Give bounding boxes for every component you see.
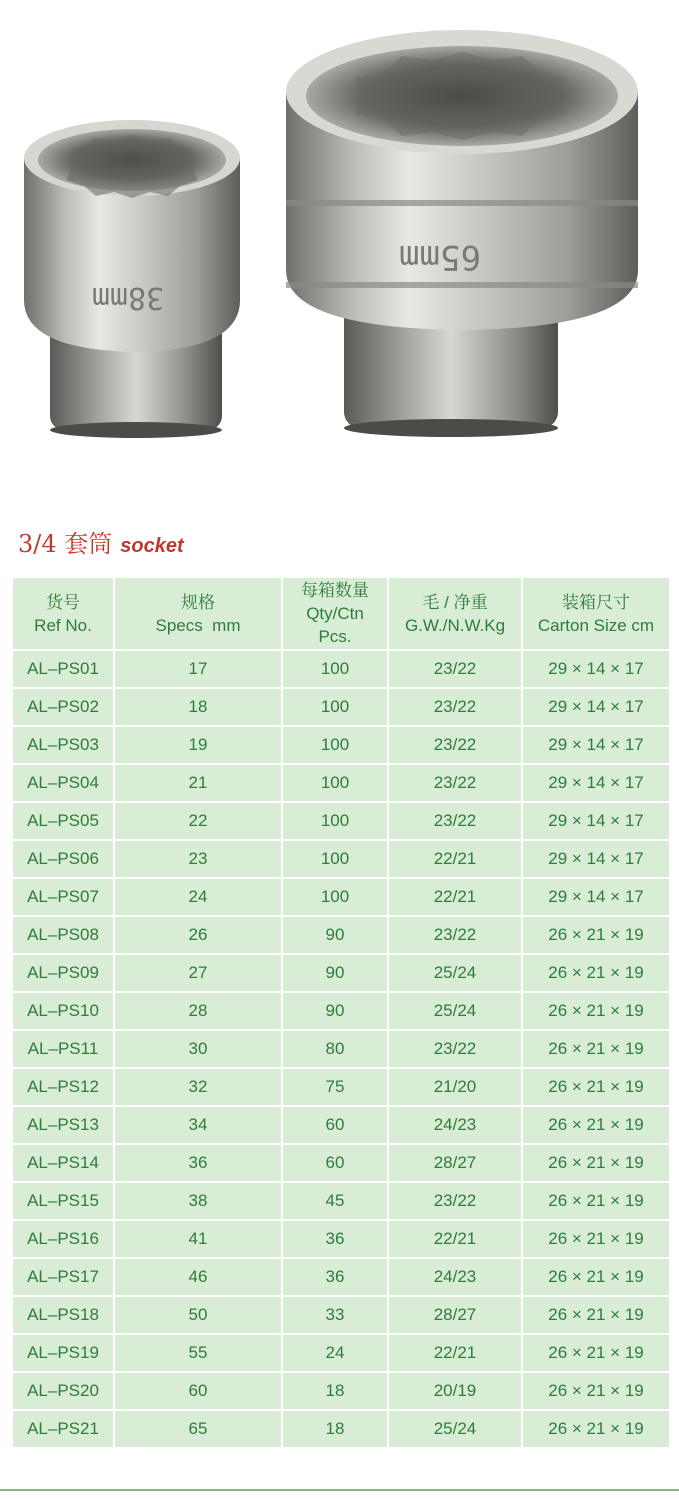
- cell-qty: 100: [283, 841, 387, 877]
- cell-specs: 23: [115, 841, 281, 877]
- table-row: [13, 1183, 669, 1219]
- product-photo: [0, 0, 679, 500]
- cell-weight: 23/22: [389, 1183, 521, 1219]
- table-row: [13, 727, 669, 763]
- cell-ref-no: AL–PS20: [13, 1373, 113, 1409]
- cell-qty: 60: [283, 1145, 387, 1181]
- cell-carton: 26 × 21 × 19: [523, 1335, 669, 1371]
- table-row: [13, 1031, 669, 1067]
- table-row: [13, 1335, 669, 1371]
- cell-qty: 90: [283, 955, 387, 991]
- table-row: [13, 1259, 669, 1295]
- cell-ref-no: AL–PS17: [13, 1259, 113, 1295]
- cell-specs: 41: [115, 1221, 281, 1257]
- cell-carton: 29 × 14 × 17: [523, 841, 669, 877]
- cell-specs: 19: [115, 727, 281, 763]
- cell-qty: 18: [283, 1373, 387, 1409]
- header-carton: 装箱尺寸 Carton Size cm: [523, 578, 669, 649]
- table-row: [13, 651, 669, 687]
- cell-carton: 26 × 21 × 19: [523, 1145, 669, 1181]
- cell-ref-no: AL–PS08: [13, 917, 113, 953]
- table-row: [13, 689, 669, 725]
- cell-qty: 18: [283, 1411, 387, 1447]
- cell-qty: 33: [283, 1297, 387, 1333]
- table-row: [13, 841, 669, 877]
- cell-ref-no: AL–PS18: [13, 1297, 113, 1333]
- cell-qty: 75: [283, 1069, 387, 1105]
- cell-specs: 36: [115, 1145, 281, 1181]
- cell-weight: 22/21: [389, 1335, 521, 1371]
- cell-qty: 90: [283, 993, 387, 1029]
- cell-weight: 20/19: [389, 1373, 521, 1409]
- cell-specs: 65: [115, 1411, 281, 1447]
- cell-specs: 17: [115, 651, 281, 687]
- cell-weight: 28/27: [389, 1297, 521, 1333]
- cell-specs: 38: [115, 1183, 281, 1219]
- spec-table: [11, 576, 671, 1449]
- cell-ref-no: AL–PS14: [13, 1145, 113, 1181]
- cell-weight: 22/21: [389, 879, 521, 915]
- cell-specs: 24: [115, 879, 281, 915]
- cell-specs: 22: [115, 803, 281, 839]
- cell-qty: 24: [283, 1335, 387, 1371]
- title-size: 3/4 套筒: [18, 530, 113, 558]
- cell-ref-no: AL–PS12: [13, 1069, 113, 1105]
- cell-qty: 36: [283, 1259, 387, 1295]
- cell-specs: 32: [115, 1069, 281, 1105]
- cell-weight: 23/22: [389, 917, 521, 953]
- cell-weight: 23/22: [389, 1031, 521, 1067]
- table-row: [13, 1411, 669, 1447]
- cell-carton: 29 × 14 × 17: [523, 651, 669, 687]
- cell-qty: 80: [283, 1031, 387, 1067]
- cell-ref-no: AL–PS01: [13, 651, 113, 687]
- cell-weight: 25/24: [389, 955, 521, 991]
- cell-ref-no: AL–PS16: [13, 1221, 113, 1257]
- cell-carton: 29 × 14 × 17: [523, 765, 669, 801]
- table-row: [13, 993, 669, 1029]
- cell-weight: 25/24: [389, 1411, 521, 1447]
- cell-ref-no: AL–PS04: [13, 765, 113, 801]
- cell-carton: 29 × 14 × 17: [523, 803, 669, 839]
- table-row: [13, 1373, 669, 1409]
- cell-weight: 25/24: [389, 993, 521, 1029]
- cell-weight: 23/22: [389, 727, 521, 763]
- cell-carton: 29 × 14 × 17: [523, 879, 669, 915]
- cell-qty: 100: [283, 689, 387, 725]
- cell-weight: 22/21: [389, 1221, 521, 1257]
- table-row: [13, 1221, 669, 1257]
- table-row: [13, 1145, 669, 1181]
- bottom-divider: [0, 1489, 679, 1491]
- table-row: [13, 955, 669, 991]
- cell-carton: 26 × 21 × 19: [523, 1107, 669, 1143]
- table-row: [13, 1297, 669, 1333]
- cell-carton: 26 × 21 × 19: [523, 1373, 669, 1409]
- cell-qty: 100: [283, 727, 387, 763]
- cell-ref-no: AL–PS10: [13, 993, 113, 1029]
- cell-weight: 24/23: [389, 1107, 521, 1143]
- cell-carton: 26 × 21 × 19: [523, 1069, 669, 1105]
- cell-weight: 21/20: [389, 1069, 521, 1105]
- cell-carton: 26 × 21 × 19: [523, 1031, 669, 1067]
- table-row: [13, 917, 669, 953]
- cell-carton: 26 × 21 × 19: [523, 1183, 669, 1219]
- cell-weight: 28/27: [389, 1145, 521, 1181]
- cell-carton: 26 × 21 × 19: [523, 917, 669, 953]
- cell-qty: 36: [283, 1221, 387, 1257]
- cell-ref-no: AL–PS05: [13, 803, 113, 839]
- cell-specs: 26: [115, 917, 281, 953]
- cell-specs: 46: [115, 1259, 281, 1295]
- cell-qty: 100: [283, 765, 387, 801]
- cell-weight: 24/23: [389, 1259, 521, 1295]
- table-header-row: [13, 578, 669, 649]
- cell-ref-no: AL–PS21: [13, 1411, 113, 1447]
- cell-specs: 21: [115, 765, 281, 801]
- table-row: [13, 765, 669, 801]
- section-title: [18, 524, 184, 560]
- cell-specs: 50: [115, 1297, 281, 1333]
- cell-weight: 23/22: [389, 765, 521, 801]
- cell-specs: 30: [115, 1031, 281, 1067]
- cell-ref-no: AL–PS15: [13, 1183, 113, 1219]
- cell-ref-no: AL–PS06: [13, 841, 113, 877]
- cell-qty: 100: [283, 803, 387, 839]
- cell-carton: 26 × 21 × 19: [523, 1297, 669, 1333]
- cell-carton: 26 × 21 × 19: [523, 993, 669, 1029]
- cell-ref-no: AL–PS03: [13, 727, 113, 763]
- cell-carton: 26 × 21 × 19: [523, 955, 669, 991]
- header-specs: 规格 Specs mm: [115, 578, 281, 649]
- small-socket: [24, 120, 240, 438]
- cell-qty: 100: [283, 651, 387, 687]
- header-qty: 每箱数量 Qty/Ctn Pcs.: [283, 578, 387, 649]
- title-english: socket: [120, 535, 184, 557]
- header-weight: 毛 / 净重 G.W./N.W.Kg: [389, 578, 521, 649]
- cell-carton: 26 × 21 × 19: [523, 1411, 669, 1447]
- large-socket-engraving: 65mm: [399, 237, 481, 277]
- table-row: [13, 879, 669, 915]
- cell-qty: 60: [283, 1107, 387, 1143]
- cell-specs: 55: [115, 1335, 281, 1371]
- cell-qty: 100: [283, 879, 387, 915]
- cell-ref-no: AL–PS19: [13, 1335, 113, 1371]
- cell-qty: 45: [283, 1183, 387, 1219]
- cell-weight: 22/21: [389, 841, 521, 877]
- cell-specs: 28: [115, 993, 281, 1029]
- cell-carton: 29 × 14 × 17: [523, 689, 669, 725]
- cell-carton: 29 × 14 × 17: [523, 727, 669, 763]
- cell-specs: 27: [115, 955, 281, 991]
- cell-carton: 26 × 21 × 19: [523, 1221, 669, 1257]
- cell-specs: 34: [115, 1107, 281, 1143]
- cell-ref-no: AL–PS07: [13, 879, 113, 915]
- cell-ref-no: AL–PS13: [13, 1107, 113, 1143]
- cell-ref-no: AL–PS11: [13, 1031, 113, 1067]
- small-socket-engraving: 38mm: [91, 280, 165, 315]
- large-socket: [286, 30, 638, 437]
- cell-weight: 23/22: [389, 651, 521, 687]
- table-row: [13, 803, 669, 839]
- cell-weight: 23/22: [389, 803, 521, 839]
- cell-qty: 90: [283, 917, 387, 953]
- table-row: [13, 1069, 669, 1105]
- cell-specs: 60: [115, 1373, 281, 1409]
- header-ref-no: 货号 Ref No.: [13, 578, 113, 649]
- cell-weight: 23/22: [389, 689, 521, 725]
- cell-carton: 26 × 21 × 19: [523, 1259, 669, 1295]
- cell-specs: 18: [115, 689, 281, 725]
- table-row: [13, 1107, 669, 1143]
- cell-ref-no: AL–PS02: [13, 689, 113, 725]
- cell-ref-no: AL–PS09: [13, 955, 113, 991]
